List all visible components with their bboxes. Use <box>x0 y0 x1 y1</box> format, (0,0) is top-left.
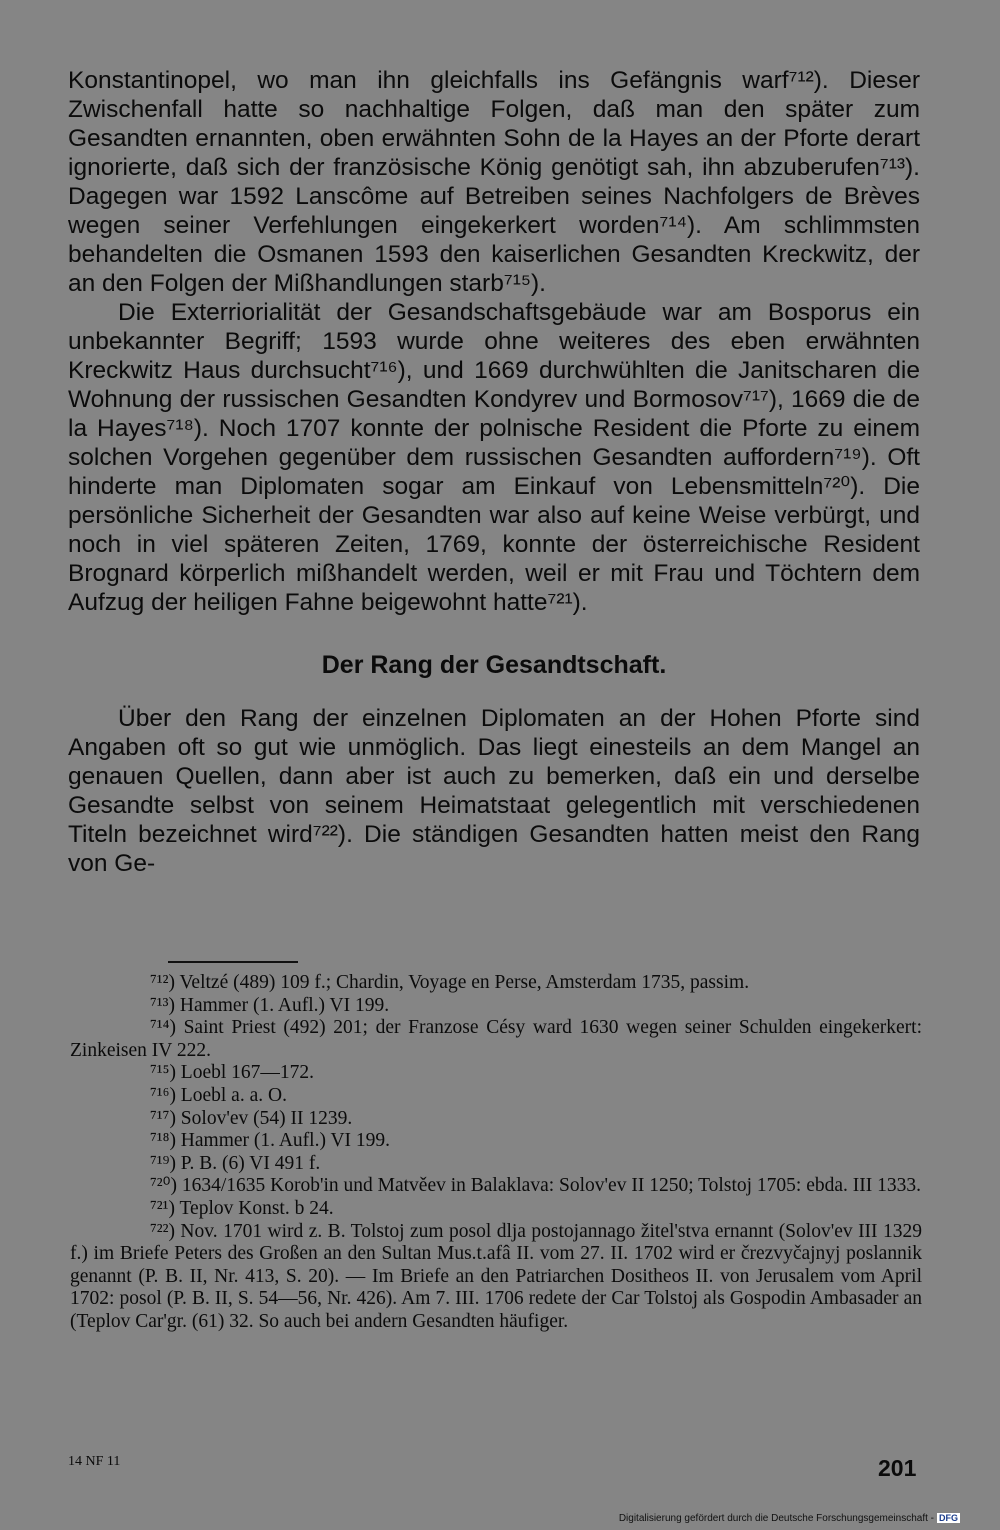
footnote-720: ⁷²⁰) 1634/1635 Korob'in und Matvěev in Balaklava: Solov'ev II 1250; Tolstoj 1705: ebda. III 1333. <box>150 1175 921 1197</box>
footnote-divider <box>168 961 298 963</box>
page-number: 201 <box>878 1455 917 1481</box>
footnote-715: ⁷¹⁵) Loebl 167—172. <box>150 1062 315 1084</box>
footnote-722: ⁷²²) Nov. 1701 wird z. B. Tolstoj zum posol dlja postojannago žitel'stva ernannt (Solov'ev III 1329 f.) im Briefe Peters des Großen an den Sultan Mus.t.afâ II. vom 27. II. 1702 wird er črezvyčajnyj poslannik genannt (P. B. II, Nr. 413, S. 20). — Im Briefe an den Patriarchen Dositheos II. von Jerusalem vom April 1702: posol (P. B. II, S. 54—56, Nr. 426). Am 7. III. 1706 redete der Car Tolstoj als Gospodin Ambasader an (Teplov Car'gr. (61) 32. So auch bei andern Gesandten häufiger. <box>70 1220 922 1332</box>
printer-signature: 14 NF 11 <box>68 1454 121 1469</box>
footnote-712: ⁷¹²) Veltzé (489) 109 f.; Chardin, Voyage en Perse, Amsterdam 1735, passim. <box>150 972 750 993</box>
footnote-718: ⁷¹⁸) Hammer (1. Aufl.) VI 199. <box>150 1130 391 1152</box>
footnote-714: ⁷¹⁴) Saint Priest (492) 201; der Franzose Césy ward 1630 wegen seiner Schulden eingekerkert: Zinkeisen IV 222. <box>70 1017 922 1061</box>
footnote-721: ⁷²¹) Teplov Konst. b 24. <box>150 1197 334 1219</box>
footnote-713: ⁷¹³) Hammer (1. Aufl.) VI 199. <box>150 994 390 1016</box>
footnote-716: ⁷¹⁶) Loebl a. a. O. <box>150 1084 287 1106</box>
credit-text: Digitalisierung gefördert durch die Deutsche Forschungsgemeinschaft - <box>618 1513 934 1524</box>
footnotes <box>70 972 922 1334</box>
paragraph-1: Konstantinopel, wo man ihn gleichfalls ins Gefängnis warf⁷¹²). Dieser Zwischenfall hatte so nachhaltige Folgen, daß man den später zum Gesandten ernannten, oben erwähnten Sohn de la Hayes an der Pforte derart ignorierte, daß sich der französische König genötigt sah, ihn abzuberufen⁷¹³). Dagegen war 1592 Lanscôme auf Betreiben seines Nachfolgers de Brèves wegen seiner Verfehlungen eingekerkert worden⁷¹⁴). Am schlimmsten behandelten die Osmanen 1593 den kaiserlichen Gesandten Kreckwitz, der an den Folgen der Mißhandlungen starb⁷¹⁵). <box>68 67 920 297</box>
footnote-719: ⁷¹⁹) P. B. (6) VI 491 f. <box>150 1152 321 1174</box>
digitization-credit <box>619 1513 960 1524</box>
paragraph-3: Über den Rang der einzelnen Diplomaten an der Hohen Pforte sind Angaben oft so gut wie unmöglich. Das liegt einesteils an dem Mangel an genauen Quellen, dann aber ist auch zu bemerken, daß ein und derselbe Gesandte selbst von seinem Heimatstaat gelegentlich mit verschiedenen Titeln bezeichnet wird⁷²²). Die ständigen Gesandten hatten meist den Rang von Ge- <box>68 705 920 877</box>
dfg-logo: DFG <box>939 1513 958 1523</box>
footnote-717: ⁷¹⁷) Solov'ev (54) II 1239. <box>150 1107 353 1129</box>
section-heading: Der Rang der Gesandtschaft. <box>321 651 667 679</box>
main-text <box>68 66 920 878</box>
paragraph-2: Die Exterriorialität der Gesandschaftsgebäude war am Bosporus ein unbekannter Begriff; 1593 wurde ohne weiteres des eben erwähnten Kreckwitz Haus durchsucht⁷¹⁶), und 1669 durchwühlten die Janitscharen die Wohnung der russischen Gesandten Kondyrev und Bormosov⁷¹⁷), 1669 die de la Hayes⁷¹⁸). Noch 1707 konnte der polnische Resident die Pforte zu einem solchen Vorgehen gegenüber dem russischen Gesandten auffordern⁷¹⁹). Oft hinderte man Diplomaten sogar am Einkauf von Lebensmitteln⁷²⁰). Die persönliche Sicherheit der Gesandten war also auf keine Weise verbürgt, und noch in viel späteren Zeiten, 1769, konnte der österreichische Resident Brognard körperlich mißhandelt werden, weil er mit Frau und Töchtern dem Aufzug der heiligen Fahne beigewohnt hatte⁷²¹). <box>68 299 920 616</box>
